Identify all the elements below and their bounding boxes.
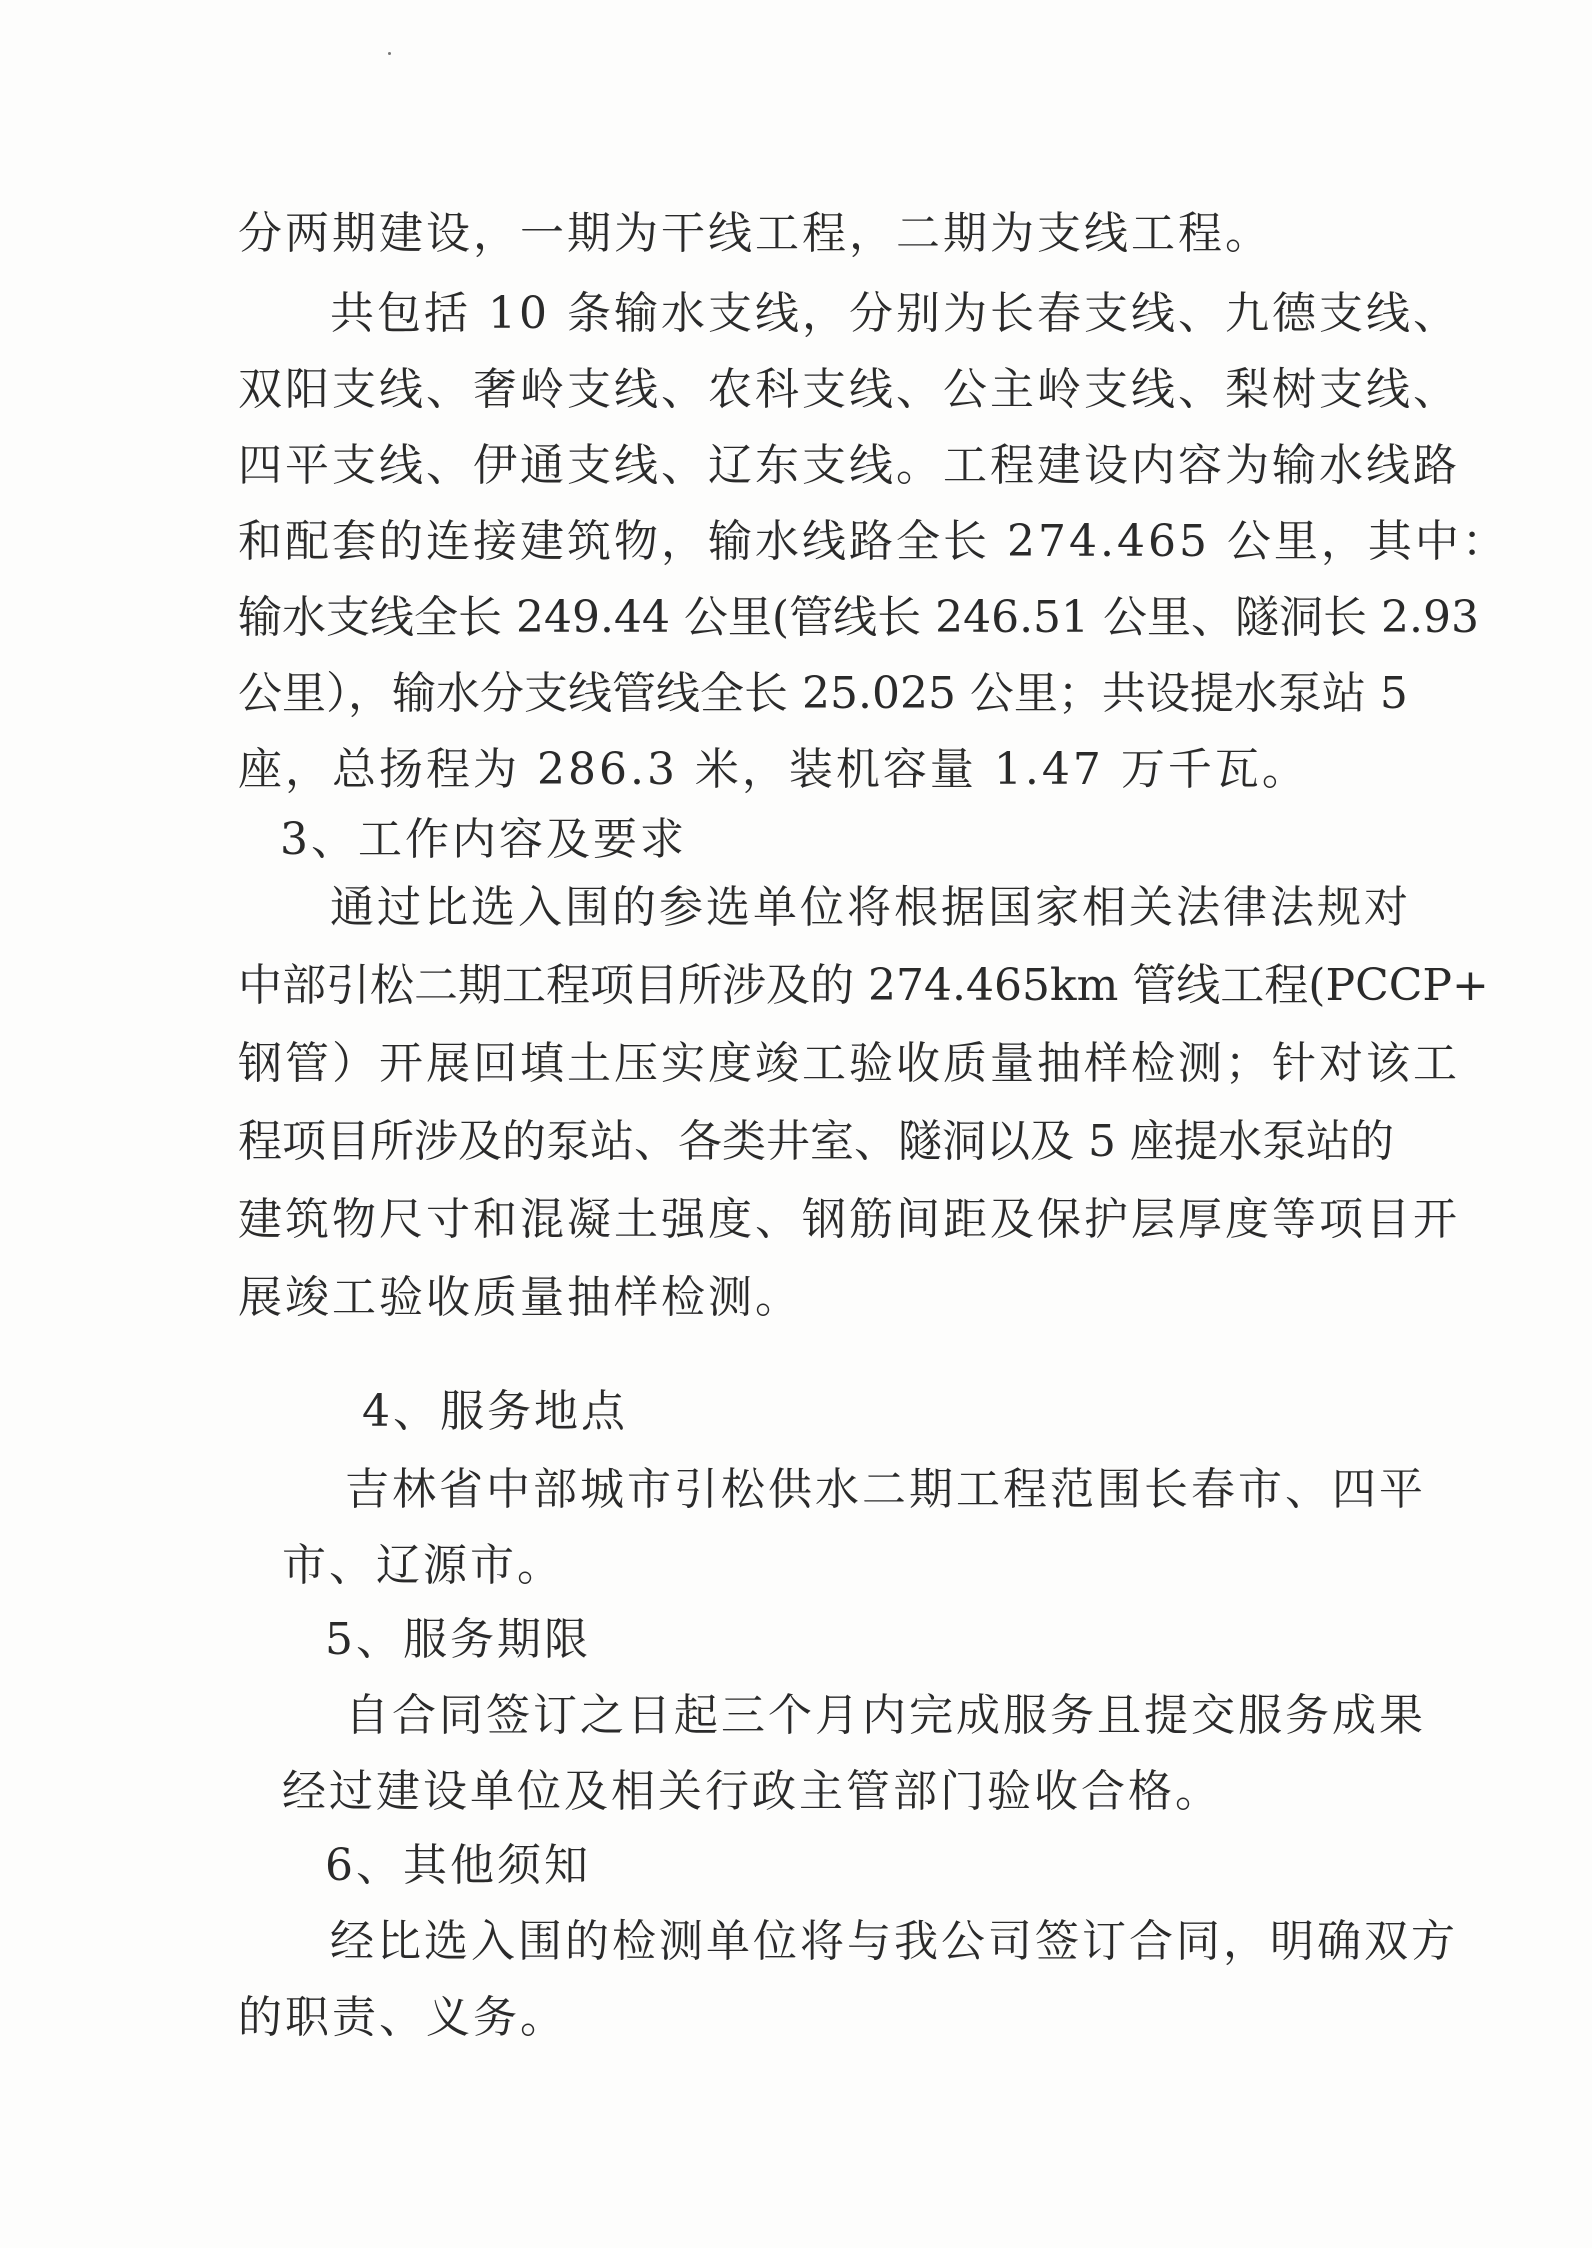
paragraph-line: 公里），输水分支线管线全长 25.025 公里；共设提水泵站 5 [238,668,1408,719]
paragraph-line: 经过建设单位及相关行政主管部门验收合格。 [282,1766,1222,1817]
paragraph-line: 四平支线、伊通支线、辽东支线。工程建设内容为输水线路 [238,440,1460,491]
paragraph-line: 市、辽源市。 [282,1540,564,1591]
paragraph-line: 共包括 10 条输水支线，分别为长春支线、九德支线、 [330,288,1460,339]
section-heading: 3、工作内容及要求 [280,814,687,865]
paragraph-line: 通过比选入围的参选单位将根据国家相关法律法规对 [330,882,1411,933]
paragraph-line: 程项目所涉及的泵站、各类井室、隧洞以及 5 座提水泵站的 [238,1116,1394,1167]
section-heading: 6、其他须知 [325,1840,591,1891]
scan-speck [388,52,391,55]
paragraph-line: 双阳支线、奢岭支线、农科支线、公主岭支线、梨树支线、 [238,364,1460,415]
paragraph-line: 座，总扬程为 286.3 米，装机容量 1.47 万千瓦。 [238,744,1309,795]
paragraph-line: 建筑物尺寸和混凝土强度、钢筋间距及保护层厚度等项目开 [238,1194,1460,1245]
paragraph-line: 中部引松二期工程项目所涉及的 274.465km 管线工程(PCCP+ [238,960,1489,1011]
paragraph-line: 钢管）开展回填土压实度竣工验收质量抽样检测；针对该工 [238,1038,1460,1089]
paragraph-line: 自合同签订之日起三个月内完成服务且提交服务成果 [345,1690,1426,1741]
paragraph-line: 输水支线全长 249.44 公里(管线长 246.51 公里、隧洞长 2.93 [238,592,1479,643]
paragraph-line: 和配套的连接建筑物，输水线路全长 274.465 公里，其中： [238,516,1509,567]
paragraph-line: 的职责、义务。 [238,1992,567,2043]
paragraph-line: 经比选入围的检测单位将与我公司签订合同，明确双方 [330,1916,1458,1967]
paragraph-line: 展竣工验收质量抽样检测。 [238,1272,802,1323]
section-heading: 5、服务期限 [325,1614,591,1665]
paragraph-line: 分两期建设，一期为干线工程，二期为支线工程。 [238,208,1272,259]
section-heading: 4、服务地点 [362,1386,628,1437]
paragraph-line: 吉林省中部城市引松供水二期工程范围长春市、四平 [345,1464,1426,1515]
